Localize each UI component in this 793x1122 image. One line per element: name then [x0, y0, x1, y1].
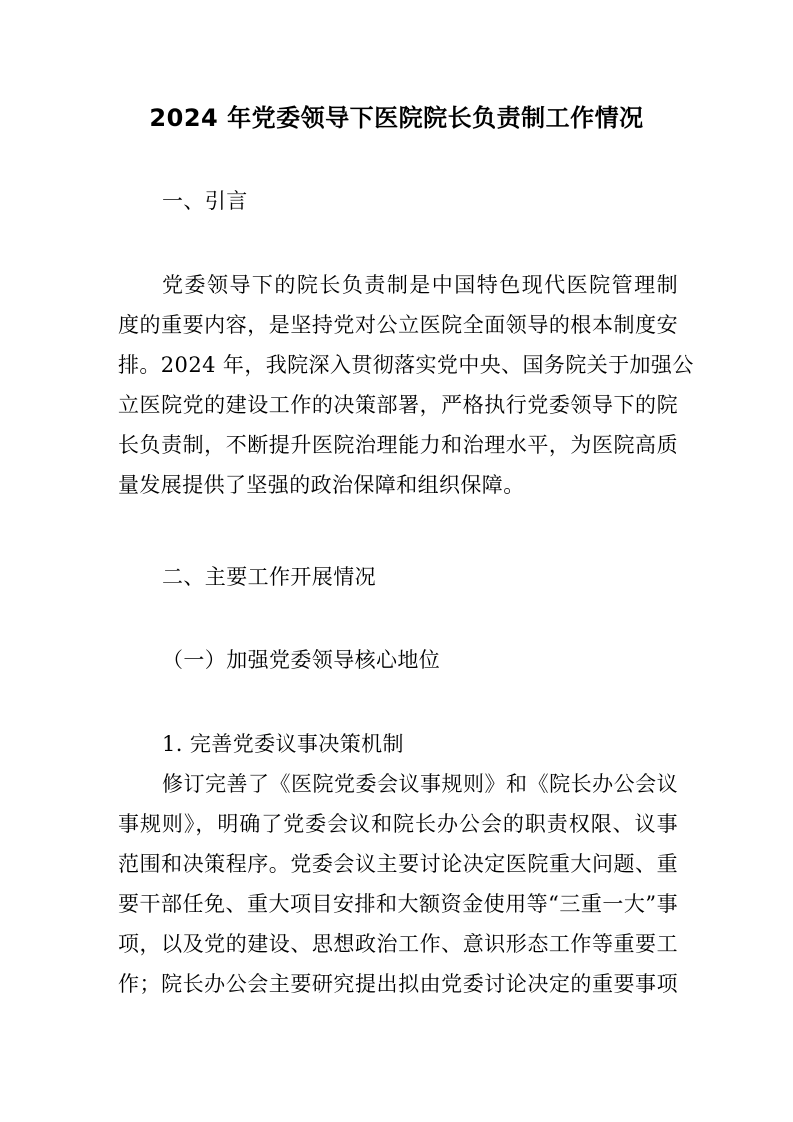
intro-paragraph-line: 党委领导下的院长负责制是中国特色现代医院管理制 [162, 273, 678, 297]
item-paragraph-line: 要干部任免、重大项目安排和大额资金使用等“三重一大”事 [118, 892, 678, 916]
item-paragraph-line: 事规则》，明确了党委会议和院长办公会的职责权限、议事 [118, 812, 678, 836]
item-paragraph-line: 修订完善了《医院党委会议事规则》和《院长办公会议 [162, 772, 678, 796]
intro-paragraph-line: 长负责制，不断提升医院治理能力和治理水平，为医院高质 [118, 433, 678, 457]
intro-paragraph-line: 立医院党的建设工作的决策部署，严格执行党委领导下的院 [118, 393, 678, 417]
item-paragraph-line: 范围和决策程序。党委会议主要讨论决定医院重大问题、重 [118, 852, 678, 876]
subsection-heading: （一）加强党委领导核心地位 [162, 648, 441, 672]
intro-paragraph-line: 量发展提供了坚强的政治保障和组织保障。 [118, 473, 525, 497]
section-heading-main-work: 二、主要工作开展情况 [162, 565, 376, 589]
item-heading: 1. 完善党委议事决策机制 [162, 732, 404, 756]
intro-paragraph-line: 排。2024 年，我院深入贯彻落实党中央、国务院关于加强公 [118, 353, 694, 377]
intro-paragraph-line: 度的重要内容，是坚持党对公立医院全面领导的根本制度安 [118, 313, 678, 337]
item-paragraph-line: 项，以及党的建设、思想政治工作、意识形态工作等重要工 [118, 932, 678, 956]
document-title: 2024 年党委领导下医院院长负责制工作情况 [149, 104, 644, 132]
section-heading-intro: 一、引言 [162, 189, 248, 213]
item-paragraph-line: 作；院长办公会主要研究提出拟由党委讨论决定的重要事项 [118, 972, 678, 996]
